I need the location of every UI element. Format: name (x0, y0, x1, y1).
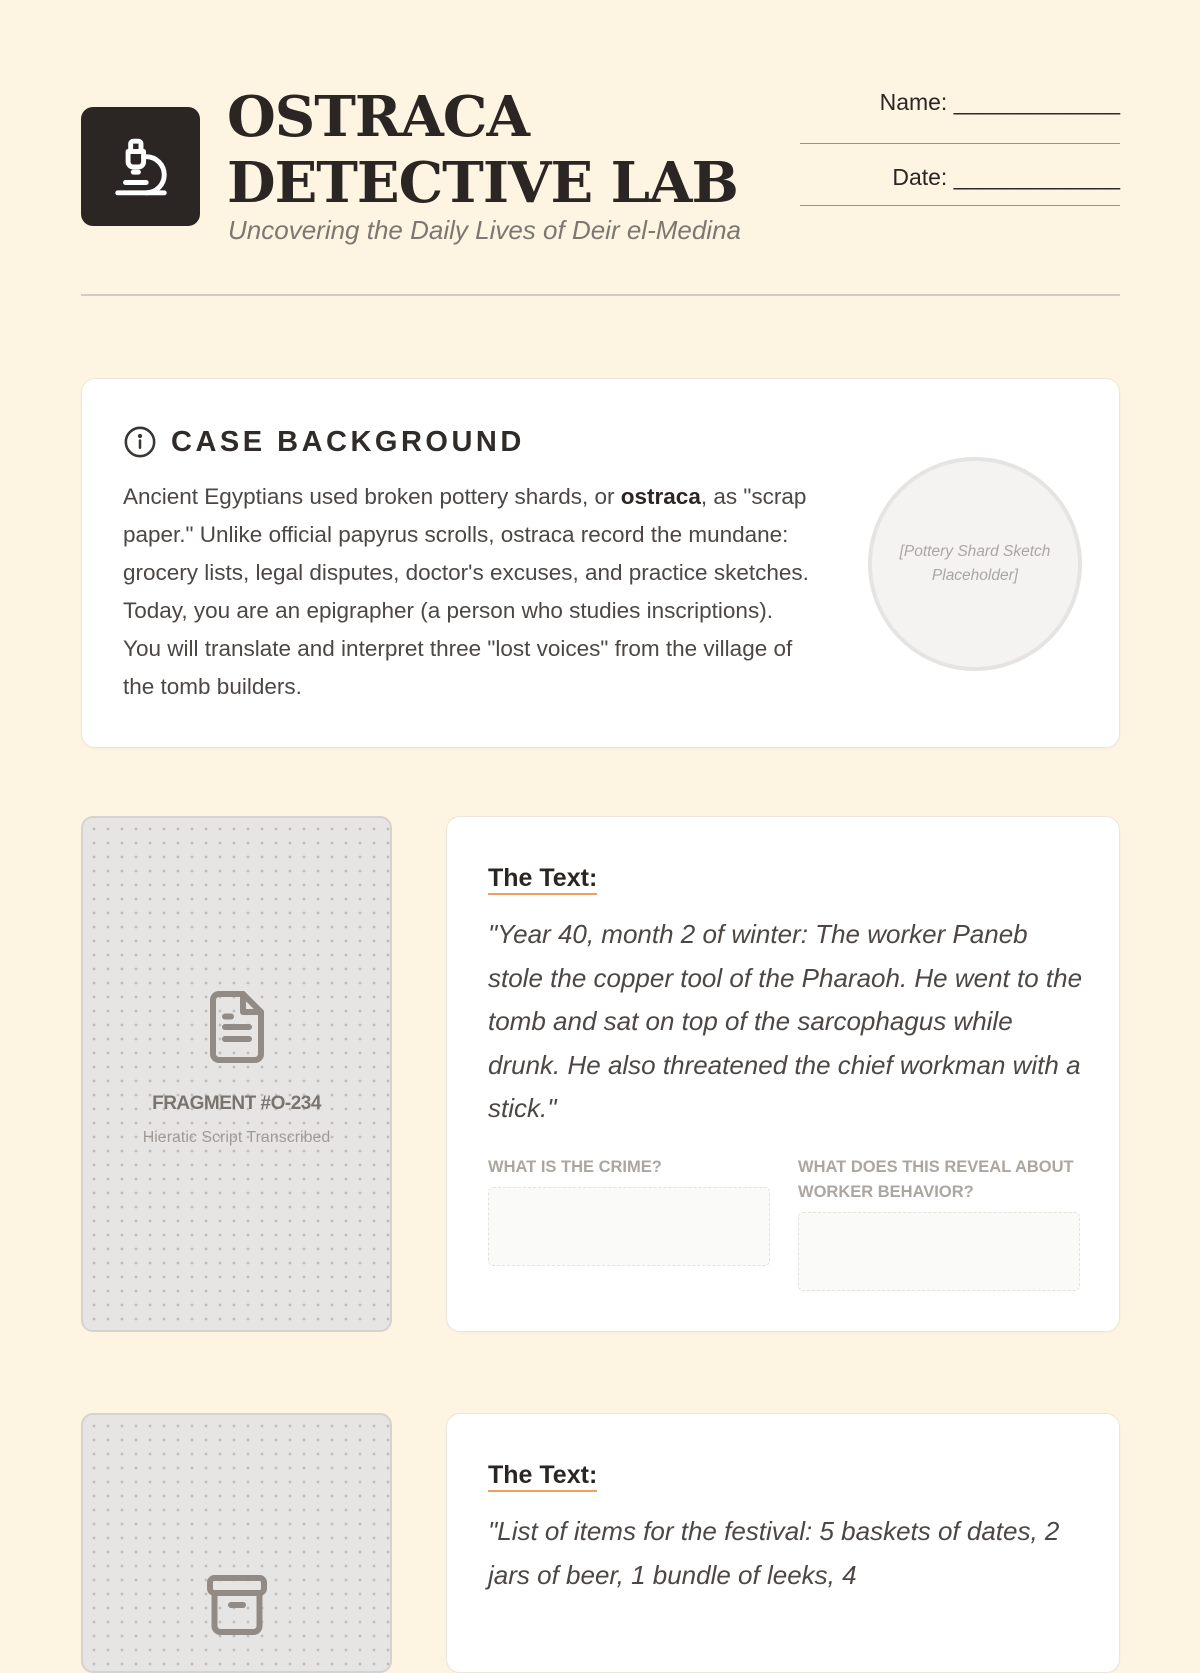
text-heading: The Text: (488, 1460, 597, 1492)
basket-icon (201, 1569, 273, 1641)
info-icon (123, 425, 157, 459)
fragment-label (83, 988, 390, 1147)
logo (81, 107, 200, 226)
behavior-answer-box[interactable] (798, 1212, 1080, 1291)
fragment-text-card (446, 816, 1120, 1332)
case-background-title: CASE BACKGROUND (171, 425, 525, 458)
document-icon (201, 988, 273, 1066)
background-text-part: Ancient Egyptians used broken pottery shards, or (123, 484, 621, 509)
fragment-image-panel (81, 1413, 392, 1673)
page-title: OSTRACA DETECTIVE LAB (227, 84, 738, 216)
fragment-quote: "Year 40, month 2 of winter: The worker Paneb stole the copper tool of the Pharaoh. He went to the tomb and sat on top of the sarcophagus while drunk. He also threatened the chief workman with a stick." (488, 919, 1083, 1123)
background-bold-term: ostraca (620, 484, 701, 509)
background-text-part: , as "scrap paper." Unlike official papyrus scrolls, ostraca record the mundane: grocery lists, legal disputes, doctor's excuses, and practice sketches. Today, you are an epigrapher (a person who studies inscriptions). You will translate and interpret three "lost voices" from the village of the tomb builders. (123, 484, 809, 699)
question-label: WHAT IS THE CRIME? (488, 1158, 662, 1176)
placeholder-label: [Pottery Shard Sketch Placeholder] (899, 543, 1051, 584)
fragment-quote: "List of items for the festival: 5 baskets of dates, 2 jars of beer, 1 bundle of leeks, 4 (488, 1516, 1060, 1590)
microscope-icon (110, 136, 172, 198)
fragment-label (83, 1569, 390, 1646)
page-subtitle: Uncovering the Daily Lives of Deir el-Medina (228, 215, 742, 245)
date-field[interactable]: Date: _____________ (800, 144, 1120, 206)
crime-answer-box[interactable] (488, 1187, 770, 1266)
header-divider (81, 294, 1120, 296)
fragment-image-panel (81, 816, 392, 1332)
fragment-subtitle: Hieratic Script Transcribed (142, 1129, 331, 1146)
fragment-text-card (446, 1413, 1120, 1673)
pottery-sketch-placeholder (868, 457, 1082, 671)
question-label: WHAT DOES THIS REVEAL ABOUT WORKER BEHAVIOR? (798, 1158, 1074, 1201)
name-field[interactable]: Name: _____________ (800, 82, 1120, 144)
student-info (800, 82, 1120, 206)
case-background-text (123, 478, 813, 706)
case-background-card (81, 378, 1120, 748)
case-background-heading (123, 425, 525, 459)
worksheet-header (81, 82, 1120, 252)
fragment-code: FRAGMENT #O-234 (152, 1093, 321, 1114)
text-heading: The Text: (488, 863, 597, 895)
